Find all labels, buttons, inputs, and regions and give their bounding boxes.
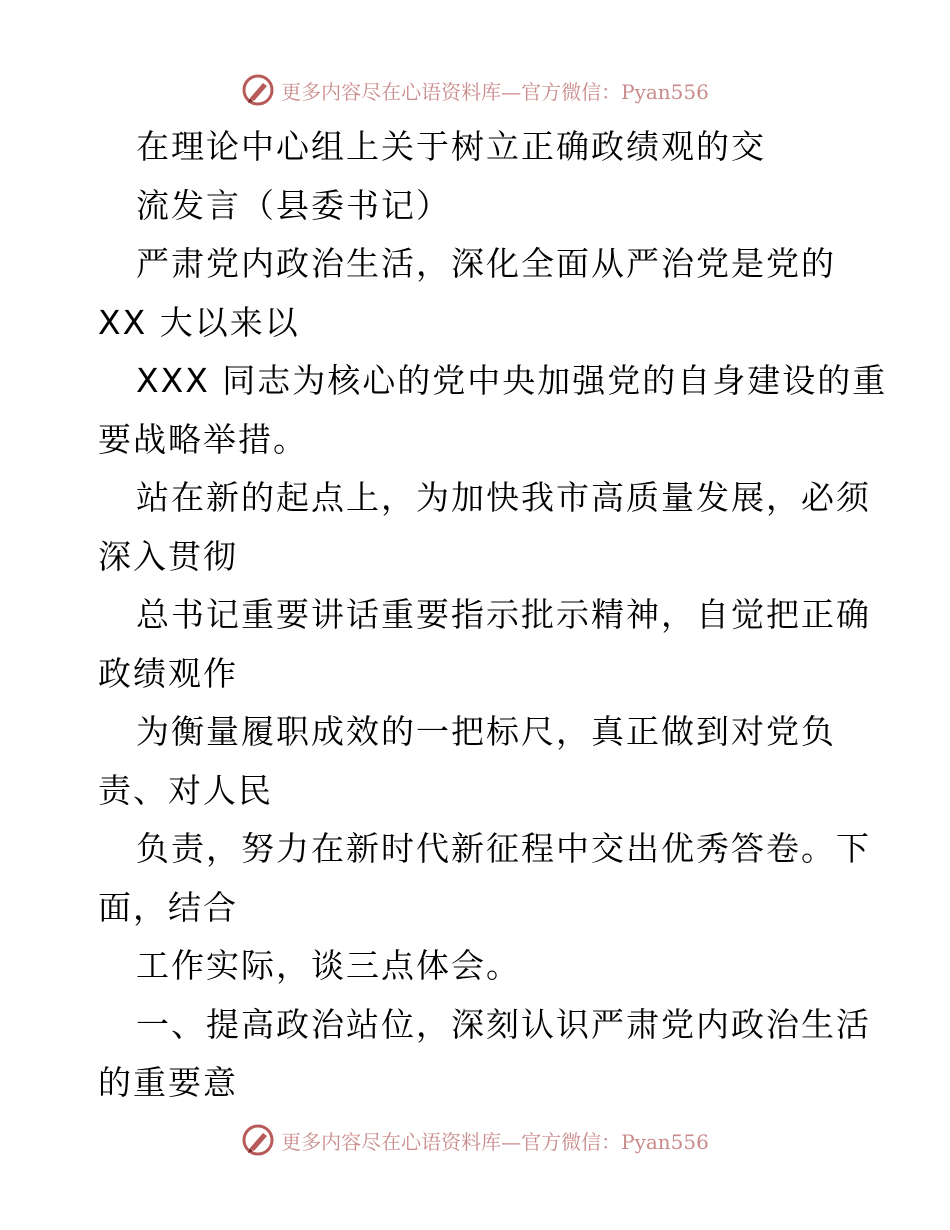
paragraph-line: 站在新的起点上，为加快我市高质量发展，必须 xyxy=(136,478,871,517)
header-watermark-text: 更多内容尽在心语资料库—官方微信：Pyan556 xyxy=(281,79,709,104)
footer-watermark-banner xyxy=(0,1120,950,1160)
footer-watermark-text: 更多内容尽在心语资料库—官方微信：Pyan556 xyxy=(281,1129,709,1154)
paragraph-line: 要战略举措。 xyxy=(98,419,308,459)
paragraph-line: 为衡量履职成效的一把标尺，真正做到对党负 xyxy=(136,712,836,751)
document-body xyxy=(98,118,888,1113)
paragraph-line: 总书记重要讲话重要指示批示精神，自觉把正确 xyxy=(136,595,871,634)
paragraph-line: 负责，努力在新时代新征程中交出优秀答卷。下 xyxy=(136,829,871,868)
paragraph-line: 政绩观作 xyxy=(98,653,238,693)
paragraph-line: 严肃党内政治生活，深化全面从严治党是党的 xyxy=(136,244,836,283)
header-watermark-banner xyxy=(0,70,950,110)
pen-logo-icon xyxy=(241,73,275,107)
title-line-2: 流发言（县委书记） xyxy=(136,185,451,225)
paragraph-line: 面，结合 xyxy=(98,887,238,927)
paragraph-line: XXX 同志为核心的党中央加强党的自身建设的重 xyxy=(136,361,888,400)
section-heading-line: 的重要意 xyxy=(98,1063,238,1102)
paragraph-line: 责、对人民 xyxy=(98,770,273,810)
paragraph-line: XX 大以来以 xyxy=(98,302,300,342)
section-heading-line: 一、提高政治站位，深刻认识严肃党内政治生活 xyxy=(136,1004,871,1044)
paragraph-line: 深入贯彻 xyxy=(98,536,238,576)
pen-logo-icon xyxy=(241,1123,275,1157)
title-line-1: 在理论中心组上关于树立正确政绩观的交 xyxy=(136,127,766,166)
paragraph-line: 工作实际，谈三点体会。 xyxy=(136,946,521,985)
